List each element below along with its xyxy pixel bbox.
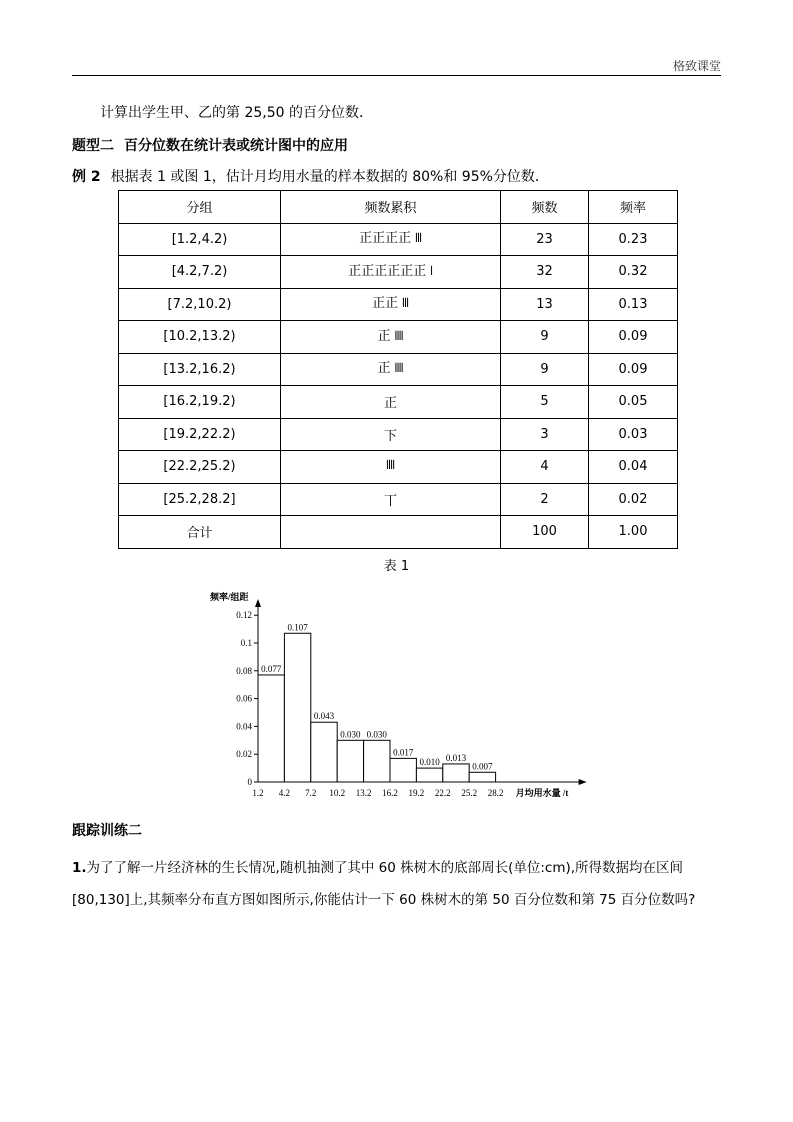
x-tick-label: 4.2 <box>278 788 291 798</box>
tally-cell: 正正 𝍫 <box>281 288 501 321</box>
y-tick-label: 0.08 <box>236 665 252 676</box>
frequency-cell: 0.13 <box>589 288 678 321</box>
x-axis-arrow <box>579 779 587 785</box>
question-text: 为了了解一片经济林的生长情况,随机抽测了其中 60 株树木的底部周长(单位:cm),所得数据均在区间[80,130]上,其频率分布直方图如图所示,你能估计一下 60 株树木的第 50 百分位数和第 75 百分位数吗? <box>72 860 696 908</box>
y-axis-arrow <box>255 599 261 607</box>
tally-cell: 正 <box>281 386 501 419</box>
x-tick-label: 7.2 <box>305 788 317 798</box>
tally-cell: 正 𝍬 <box>281 321 501 354</box>
x-tick-label: 16.2 <box>382 788 398 798</box>
histogram-bar <box>390 758 416 782</box>
question-1 <box>72 852 732 916</box>
table-row <box>119 321 678 354</box>
bar-value-label: 0.043 <box>313 711 335 722</box>
count-cell: 5 <box>501 386 589 419</box>
bar-value-label: 0.013 <box>445 752 467 763</box>
table-row <box>119 223 678 256</box>
frequency-cell: 0.04 <box>589 451 678 484</box>
count-cell: 13 <box>501 288 589 321</box>
bar-value-label: 0.030 <box>340 729 361 740</box>
header-tally: 频数累积 <box>281 191 501 224</box>
table-row <box>119 256 678 289</box>
section-label: 题型二 <box>72 138 114 154</box>
table-row <box>119 288 678 321</box>
example-2 <box>72 166 549 186</box>
y-tick-label: 0.02 <box>236 749 252 760</box>
bar-value-label: 0.007 <box>472 761 493 772</box>
header-frequency: 频率 <box>589 191 678 224</box>
histogram-bar <box>469 772 495 782</box>
header-brand: 格致课堂 <box>672 59 721 73</box>
bar-value-label: 0.077 <box>261 663 282 674</box>
bar-value-label: 0.010 <box>419 757 440 768</box>
frequency-cell: 0.03 <box>589 418 678 451</box>
x-tick-label: 19.2 <box>408 788 425 798</box>
header-count: 频数 <box>501 191 589 224</box>
tally-cell: 丅 <box>281 483 501 516</box>
bar-value-label: 0.017 <box>393 747 414 758</box>
x-tick-label: 28.2 <box>487 788 504 798</box>
y-tick-label: 0.06 <box>236 693 252 704</box>
frequency-table <box>118 190 678 549</box>
total-frequency-cell: 1.00 <box>589 516 678 549</box>
total-tally-cell <box>281 516 501 549</box>
histogram-bar <box>416 768 442 782</box>
table-row <box>119 483 678 516</box>
x-axis-label: 月均用水量 /t <box>515 788 569 798</box>
x-tick-label: 1.2 <box>252 788 264 798</box>
total-count-cell: 100 <box>501 516 589 549</box>
group-cell: [10.2,13.2) <box>119 321 281 354</box>
section-heading: 百分位数在统计表或统计图中的应用 <box>124 138 348 154</box>
table-header-row <box>119 191 678 224</box>
histogram-bar <box>311 722 337 782</box>
bar-value-label: 0.107 <box>287 622 308 633</box>
group-cell: [19.2,22.2) <box>119 418 281 451</box>
histogram-bar <box>258 675 284 782</box>
group-cell: [25.2,28.2] <box>119 483 281 516</box>
histogram-bar <box>337 740 363 782</box>
header-rule <box>72 75 721 76</box>
count-cell: 2 <box>501 483 589 516</box>
count-cell: 9 <box>501 321 589 354</box>
tally-cell: 正 𝍬 <box>281 353 501 386</box>
table-row <box>119 353 678 386</box>
group-cell: [4.2,7.2) <box>119 256 281 289</box>
tally-cell: 正正正正 𝍫 <box>281 223 501 256</box>
example-label: 例 2 <box>72 169 101 185</box>
frequency-cell: 0.02 <box>589 483 678 516</box>
histogram-bar <box>364 740 390 782</box>
table-total-row <box>119 516 678 549</box>
group-cell: [1.2,4.2) <box>119 223 281 256</box>
bar-value-label: 0.030 <box>366 729 387 740</box>
frequency-cell: 0.09 <box>589 353 678 386</box>
group-cell: [7.2,10.2) <box>119 288 281 321</box>
table-row <box>119 451 678 484</box>
tally-cell: 下 <box>281 418 501 451</box>
header-group: 分组 <box>119 191 281 224</box>
y-tick-label: 0 <box>247 777 252 787</box>
frequency-cell: 0.09 <box>589 321 678 354</box>
question-number: 1. <box>72 860 87 876</box>
count-cell: 23 <box>501 223 589 256</box>
x-tick-label: 25.2 <box>461 788 478 798</box>
table-row <box>119 386 678 419</box>
y-tick-label: 0.12 <box>236 610 252 621</box>
y-tick-label: 0.1 <box>240 638 252 648</box>
histogram-bar <box>443 764 469 782</box>
histogram-chart <box>200 585 600 805</box>
table-row <box>119 418 678 451</box>
group-cell: [13.2,16.2) <box>119 353 281 386</box>
y-axis-label: 频率/组距 <box>210 592 249 602</box>
table-caption: 表 1 <box>383 559 410 574</box>
tally-cell: 𝍬 <box>281 451 501 484</box>
group-cell: [16.2,19.2) <box>119 386 281 419</box>
count-cell: 9 <box>501 353 589 386</box>
tally-cell: 正正正正正正 𝍩 <box>281 256 501 289</box>
y-tick-label: 0.04 <box>236 721 252 732</box>
count-cell: 4 <box>501 451 589 484</box>
frequency-cell: 0.32 <box>589 256 678 289</box>
histogram-bar <box>284 633 310 782</box>
frequency-cell: 0.23 <box>589 223 678 256</box>
training-title: 跟踪训练二 <box>72 823 142 839</box>
count-cell: 32 <box>501 256 589 289</box>
count-cell: 3 <box>501 418 589 451</box>
section-title <box>72 135 348 155</box>
x-tick-label: 22.2 <box>434 788 451 798</box>
example-text: 根据表 1 或图 1，估计月均用水量的样本数据的 80%和 95%分位数． <box>110 169 549 185</box>
x-tick-label: 10.2 <box>329 788 346 798</box>
x-tick-label: 13.2 <box>355 788 372 798</box>
intro-text: 计算出学生甲、乙的第 25,50 的百分位数． <box>100 105 373 121</box>
total-label-cell: 合计 <box>119 516 281 549</box>
frequency-cell: 0.05 <box>589 386 678 419</box>
group-cell: [22.2,25.2) <box>119 451 281 484</box>
